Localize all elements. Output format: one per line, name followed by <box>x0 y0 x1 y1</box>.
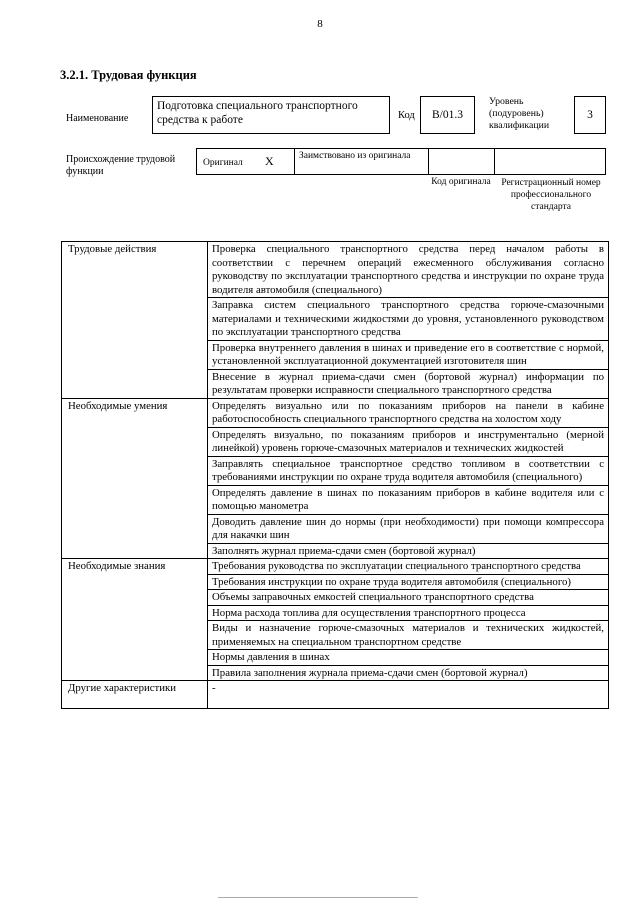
table-cell: Определять визуально, по показаниям приборов и инструментально (мерной линейкой) уровень горюче-смазочных материалов и технических жидкостей <box>208 427 609 456</box>
row-heading: Трудовые действия <box>62 242 208 399</box>
reg-number-cell <box>494 148 606 175</box>
borrowed-label: Заимствовано из оригинала <box>299 151 411 161</box>
table-row <box>62 398 609 427</box>
table-cell: Проверка внутреннего давления в шинах и приведение его в соответствие с нормой, установленной эксплуатационной документацией изготовителя шин <box>208 340 609 369</box>
reg-number-caption: Регистрационный номер профессионального стандарта <box>501 178 601 212</box>
page-bottom-edge <box>218 897 418 898</box>
table-cell: Объемы заправочных емкостей специального транспортного средства <box>208 590 609 606</box>
table-cell: Норма расхода топлива для осуществления транспортного процесса <box>208 605 609 621</box>
code-label: Код <box>398 110 415 121</box>
table-cell: Правила заполнения журнала приема-сдачи смен (бортовой журнал) <box>208 665 609 681</box>
table-cell: - <box>208 681 609 709</box>
table-cell: Заправка систем специального транспортного средства горюче-смазочными материалами и техническими жидкостями до уровня, установленного руководством по эксплуатации транспортного средства <box>208 298 609 341</box>
table-cell: Нормы давления в шинах <box>208 650 609 666</box>
table-cell: Определять давление в шинах по показаниям приборов в кабине водителя или с помощью манометра <box>208 485 609 514</box>
code-original-caption: Код оригинала <box>431 177 491 187</box>
table-cell: Внесение в журнал приема-сдачи смен (бортовой журнал) информации по результатам проверки исправности специального транспортного средства <box>208 369 609 398</box>
table-cell: Проверка специального транспортного средства перед началом работы в соответствии с перечнем операций ежесменного обслуживания согласно руководству по эксплуатации транспортного средства и инструкции по охране труда водителя автомобиля (специального) <box>208 242 609 298</box>
level-label: Уровень (подуровень) квалификации <box>489 96 550 131</box>
table-cell: Требования руководства по эксплуатации специального транспортного средства <box>208 559 609 575</box>
row-heading: Другие характеристики <box>62 681 208 709</box>
section-title: 3.2.1. Трудовая функция <box>60 68 197 82</box>
level-value-box: 3 <box>574 96 606 134</box>
table-row <box>62 681 609 709</box>
function-name-box: Подготовка специального транспортного средства к работе <box>152 96 390 134</box>
code-value-box: B/01.3 <box>420 96 475 134</box>
table-row <box>62 559 609 575</box>
original-cell <box>196 148 294 175</box>
table-cell: Заполнять журнал приема-сдачи смен (бортовой журнал) <box>208 543 609 559</box>
row-heading: Необходимые знания <box>62 559 208 681</box>
row-heading: Необходимые умения <box>62 398 208 559</box>
table-row <box>62 242 609 298</box>
table-cell: Определять визуально или по показаниям приборов на панели в кабине работоспособность специального транспортного средства на холостом ходу <box>208 398 609 427</box>
table-cell: Виды и назначение горюче-смазочных материалов и технических жидкостей, применяемых на специальном транспортном средстве <box>208 621 609 650</box>
name-label: Наименование <box>66 113 129 124</box>
code-original-cell <box>428 148 494 175</box>
page-number: 8 <box>317 18 323 30</box>
table-cell: Заправлять специальное транспортное средство топливом в соответствии с требованиями инструкции по охране труда водителя автомобиля (специального) <box>208 456 609 485</box>
function-details-table <box>61 241 609 709</box>
table-cell: Требования инструкции по охране труда водителя автомобиля (специального) <box>208 574 609 590</box>
original-mark: X <box>265 154 274 168</box>
origin-label: Происхождение трудовой функции <box>66 154 176 177</box>
original-label: Оригинал <box>203 158 243 168</box>
table-cell: Доводить давление шин до нормы (при необходимости) при помощи компрессора для накачки шин <box>208 514 609 543</box>
borrowed-cell <box>294 148 428 175</box>
